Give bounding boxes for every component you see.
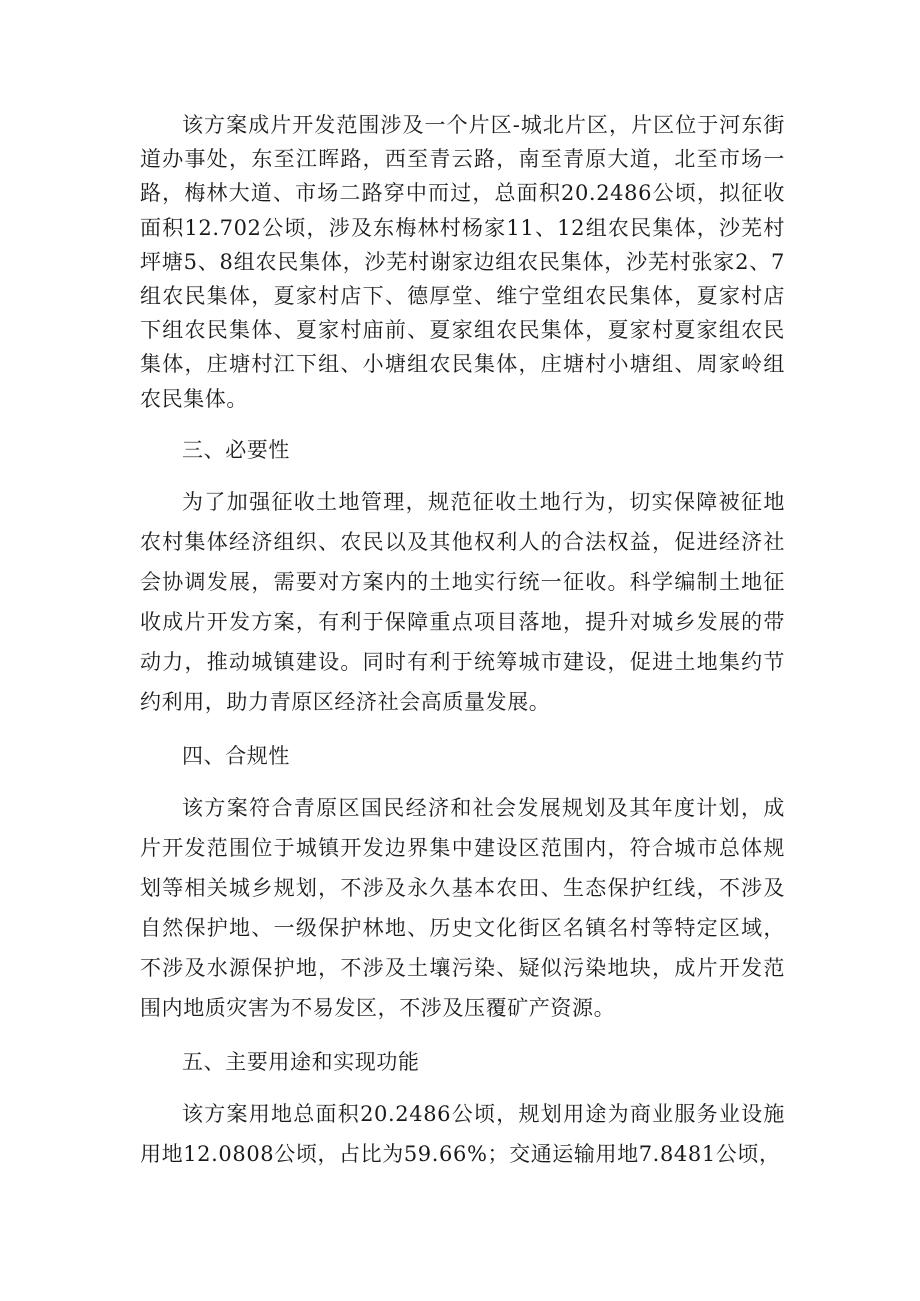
section-heading-compliance: 四、合规性 [182,743,290,768]
section-body-compliance: 该方案符合青原区国民经济和社会发展规划及其年度计划，成片开发范围位于城镇开发边界集中建设区范围内，符合城市总体规划等相关城乡规划，不涉及永久基本农田、生态保护红线，不涉及自然保护地、一级保护林地、历史文化街区名镇名村等特定区域，不涉及水源保护地，不涉及土壤污染、疑似污染地块，成片开发范围内地质灾害为不易发区，不涉及压覆矿产资源。 [140,795,785,1020]
spacer [140,470,785,482]
spacer [140,722,785,736]
spacer [140,416,785,430]
section-body-usage: 该方案用地总面积20.2486公顷，规划用途为商业服务业设施用地12.0808公顷，占比为59.66%；交通运输用地7.8481公顷， [140,1101,785,1166]
spacer [140,1082,785,1094]
section-heading-usage: 五、主要用途和实现功能 [182,1049,420,1074]
spacer [140,1028,785,1042]
intro-paragraph: 该方案成片开发范围涉及一个片区-城北片区，片区位于河东街道办事处，东至江晖路，西至青云路，南至青原大道，北至市场一路，梅林大道、市场二路穿中而过，总面积20.2486公顷，拟征收面积12.702公顷，涉及东梅林村杨家11、12组农民集体，沙芜村坪塘5、8组农民集体，沙芜村谢家边组农民集体，沙芜村张家2、7组农民集体，夏家村店下、德厚堂、维宁堂组农民集体，夏家村店下组农民集体、夏家村庙前、夏家组农民集体，夏家村夏家组农民集体，庄塘村江下组、小塘组农民集体，庄塘村小塘组、周家岭组农民集体。 [140,113,785,411]
document-body [140,108,785,1174]
section-body-necessity: 为了加强征收土地管理，规范征收土地行为，切实保障被征地农村集体经济组织、农民以及其他权利人的合法权益，促进经济社会协调发展，需要对方案内的土地实行统一征收。科学编制土地征收成片开发方案，有利于保障重点项目落地，提升对城乡发展的带动力，推动城镇建设。同时有利于统筹城市建设，促进土地集约节约利用，助力青原区经济社会高质量发展。 [140,489,785,714]
section-heading-necessity: 三、必要性 [182,437,290,462]
spacer [140,776,785,788]
